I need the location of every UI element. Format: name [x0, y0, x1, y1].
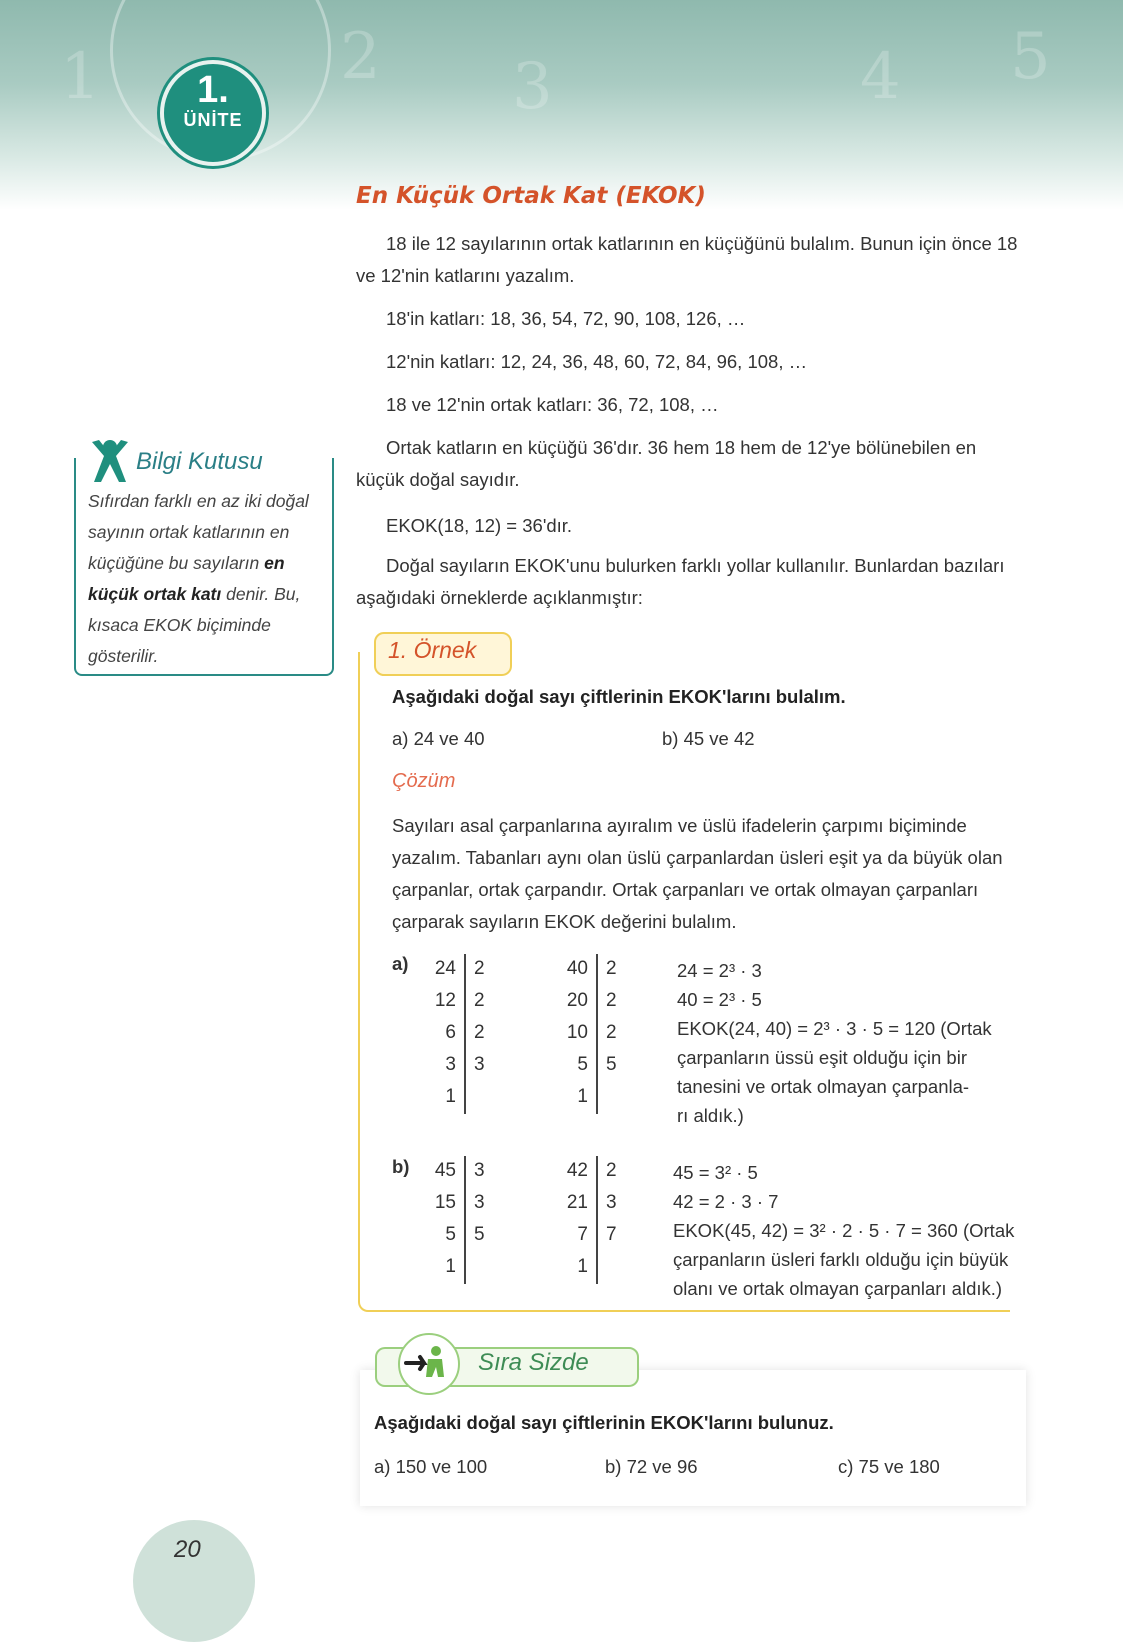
example-question: Aşağıdaki doğal sayı çiftlerinin EKOK'larını bulalım. [392, 686, 846, 707]
ladder-divisor: 2 [474, 958, 485, 979]
methods-paragraph: Doğal sayıların EKOK'unu bulurken farklı yollar kullanılır. Bunlardan bazıları aşağıdaki örneklerde açıklanmıştır: [356, 555, 1005, 608]
unit-label: ÜNİTE [183, 110, 243, 130]
your-turn-option-c: c) 75 ve 180 [838, 1456, 940, 1477]
ladder-number: 3 [445, 1054, 456, 1075]
background-digit: 4 [860, 40, 901, 114]
ladder-divisor: 3 [474, 1054, 485, 1075]
section-title: En Küçük Ortak Kat (EKOK) [356, 183, 706, 209]
answer-line: EKOK(45, 42) = 3² · 2 · 5 · 7 = 360 (Ortak [673, 1220, 1015, 1241]
background-digit: 3 [512, 50, 553, 124]
answer-line: tanesini ve ortak olmayan çarpanla- [677, 1076, 970, 1097]
part-b-label: b) [392, 1156, 410, 1177]
info-box-header [84, 438, 134, 491]
background-digit: 1 [60, 40, 101, 114]
ladder-divisor: 7 [606, 1224, 617, 1245]
background-digit: 2 [340, 20, 381, 94]
ladder-number: 1 [445, 1256, 456, 1277]
unit-badge [160, 60, 266, 166]
ladder-divisor: 2 [606, 990, 617, 1011]
ladder-divisor: 3 [474, 1160, 485, 1181]
ladder-number: 15 [434, 1192, 456, 1213]
solution-text: Sayıları asal çarpanlarına ayıralım ve üslü ifadelerin çarpımı biçiminde yazalım. Tabanları aynı olan üslü çarpanlardan üsleri eşit ya da büyük olan çarpanlar, ortak çarpandır. Ortak çarpanları ve ortak olmayan çarpanları çarparak sayıların EKOK değerini bulalım. [392, 815, 1003, 932]
smallest-common-paragraph: Ortak katların en küçüğü 36'dır. 36 hem 18 hem de 12'ye bölünebilen en küçük doğal sayıdır. [356, 437, 977, 490]
your-turn-title: Sıra Sizde [478, 1349, 589, 1376]
multiples-12: 12'nin katları: 12, 24, 36, 48, 60, 72, 84, 96, 108, … [386, 351, 808, 372]
multiples-18: 18'in katları: 18, 36, 54, 72, 90, 108, 126, … [386, 308, 746, 329]
intro-paragraph: 18 ile 12 sayılarının ortak katlarının en küçüğünü bulalım. Bunun için önce 18 ve 12'nin katlarını yazalım. [356, 233, 1018, 286]
ladder-divisor: 5 [606, 1054, 617, 1075]
ladder-number: 42 [566, 1160, 588, 1181]
example-option-a: a) 24 ve 40 [392, 728, 485, 749]
answer-line: EKOK(24, 40) = 2³ · 3 · 5 = 120 (Ortak [677, 1018, 992, 1039]
ladder-divisor: 5 [474, 1224, 485, 1245]
ladder-number: 40 [566, 958, 588, 979]
your-turn-option-a: a) 150 ve 100 [374, 1456, 488, 1477]
answer-line: olanı ve ortak olmayan çarpanları aldık.) [673, 1278, 1003, 1299]
ladder-number: 21 [566, 1192, 588, 1213]
your-turn-icon-circle [398, 1333, 460, 1395]
ladder-number: 7 [577, 1224, 588, 1245]
answer-line: çarpanların üssü eşit olduğu için bir [677, 1047, 967, 1068]
ladder-number: 5 [577, 1054, 588, 1075]
ladder-divider-line [464, 954, 466, 1114]
ladder-divider-line [596, 1156, 598, 1284]
example-option-b: b) 45 ve 42 [662, 728, 755, 749]
answer-line: 42 = 2 · 3 · 7 [673, 1191, 779, 1212]
solution-label: Çözüm [392, 770, 456, 792]
ladder-number: 1 [577, 1256, 588, 1277]
unit-number: 1. [197, 69, 229, 111]
ladder-divisor: 2 [606, 1160, 617, 1181]
ladder-number: 45 [434, 1160, 456, 1181]
answer-line: çarpanların üsleri farklı olduğu için büyük [673, 1249, 1009, 1270]
ladder-number: 1 [445, 1086, 456, 1107]
ladder-divisor: 2 [606, 958, 617, 979]
answer-line: rı aldık.) [677, 1105, 744, 1126]
info-box-title: Bilgi Kutusu [136, 448, 263, 475]
ekok-result: EKOK(18, 12) = 36'dır. [386, 515, 573, 536]
ladder-divisor: 3 [474, 1192, 485, 1213]
ladder-number: 24 [434, 958, 456, 979]
ladder-number: 12 [434, 990, 456, 1011]
your-turn-panel [360, 1370, 1026, 1506]
ladder-number: 10 [566, 1022, 588, 1043]
info-text-part: Sıfırdan farklı en az iki doğal sayının ortak katlarının en küçüğüne bu sayıların [88, 491, 309, 573]
answer-line: 40 = 2³ · 5 [677, 989, 762, 1010]
background-digit: 5 [1010, 20, 1051, 94]
part-a-label: a) [392, 953, 409, 974]
info-text-bold: en küçük ortak katı [88, 553, 285, 604]
page-number: 20 [174, 1536, 201, 1563]
ladder-number: 6 [445, 1022, 456, 1043]
info-box-text [88, 486, 320, 672]
info-text-part: denir. Bu, kısaca EKOK biçiminde gösterilir. [88, 584, 301, 666]
ladder-number: 5 [445, 1224, 456, 1245]
arrow-person-icon [398, 1333, 456, 1391]
your-turn-question: Aşağıdaki doğal sayı çiftlerinin EKOK'larını bulunuz. [374, 1412, 834, 1433]
ladder-divisor: 2 [474, 1022, 485, 1043]
person-icon [84, 438, 134, 486]
ladder-divider-line [464, 1156, 466, 1284]
ladder-number: 1 [577, 1086, 588, 1107]
answer-line: 45 = 3² · 5 [673, 1162, 758, 1183]
ladder-divisor: 3 [606, 1192, 617, 1213]
common-multiples: 18 ve 12'nin ortak katları: 36, 72, 108, … [386, 394, 719, 415]
answer-line: 24 = 2³ · 3 [677, 960, 762, 981]
ladder-divider-line [596, 954, 598, 1114]
ladder-divisor: 2 [606, 1022, 617, 1043]
ladder-number: 20 [566, 990, 588, 1011]
your-turn-option-b: b) 72 ve 96 [605, 1456, 698, 1477]
example-title: 1. Örnek [388, 637, 477, 663]
ladder-divisor: 2 [474, 990, 485, 1011]
